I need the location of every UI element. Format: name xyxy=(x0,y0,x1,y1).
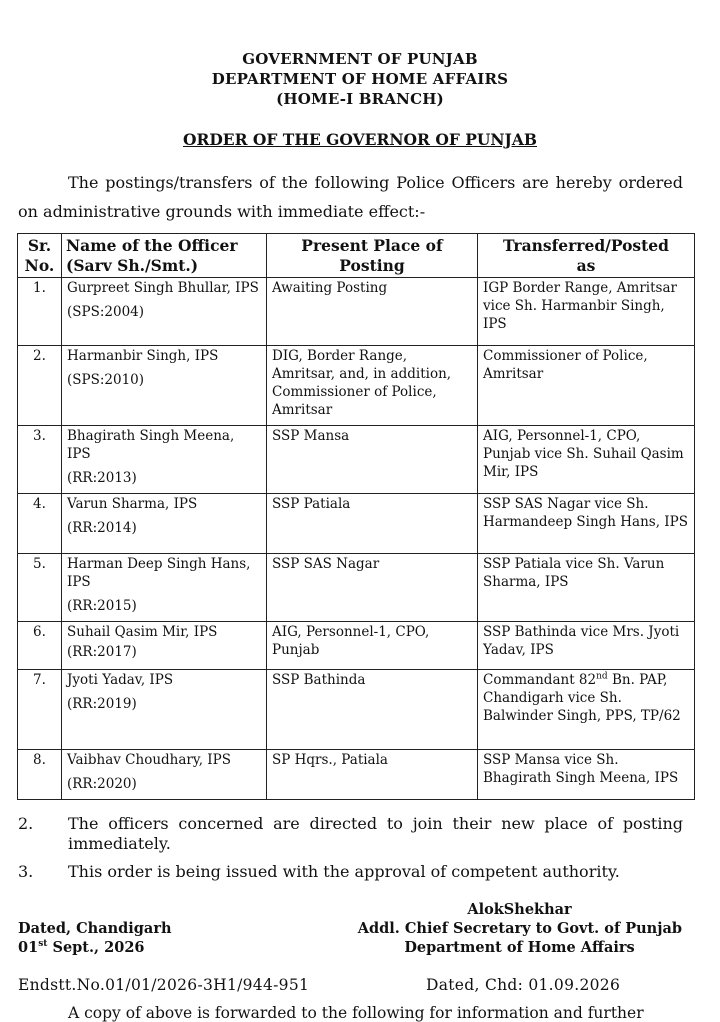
cell-sr: 5. xyxy=(18,554,62,622)
cell-sr: 8. xyxy=(18,750,62,800)
col-header-name xyxy=(62,234,267,278)
cell-present: SSP Patiala xyxy=(267,494,478,554)
cell-sr: 7. xyxy=(18,670,62,750)
cell-sr: 1. xyxy=(18,278,62,346)
endorsement-date: Dated, Chd: 01.09.2026 xyxy=(426,976,621,994)
table-row xyxy=(18,670,695,750)
col-header-transferred xyxy=(478,234,695,278)
officer-name: Harmanbir Singh, IPS xyxy=(67,348,219,364)
cell-present: SP Hqrs., Patiala xyxy=(267,750,478,800)
header-government: GOVERNMENT OF PUNJAB xyxy=(242,50,478,68)
table-row xyxy=(18,426,695,494)
signatory-designation: Addl. Chief Secretary to Govt. of Punjab xyxy=(357,920,682,937)
intro-paragraph: The postings/transfers of the following Police Officers are hereby ordered on administrative grounds with immediate effect:- xyxy=(18,173,683,221)
table-row xyxy=(18,494,695,554)
ordinal-suffix: nd xyxy=(596,671,608,682)
cell-name xyxy=(62,494,267,554)
date-rest: Sept., 2026 xyxy=(47,939,145,956)
paragraph-3-number: 3. xyxy=(18,862,34,881)
cell-name xyxy=(62,750,267,800)
table-row xyxy=(18,554,695,622)
paragraph-3 xyxy=(18,862,683,882)
cell-sr: 6. xyxy=(18,622,62,670)
officer-service: (RR:2013) xyxy=(67,470,137,486)
cell-present: SSP SAS Nagar xyxy=(267,554,478,622)
officer-name: Varun Sharma, IPS xyxy=(67,496,198,512)
officer-name: Suhail Qasim Mir, IPS xyxy=(67,624,218,640)
transferred-text-rest: Bn. PAP, Chandigarh vice Sh. Balwinder Singh, PPS, TP/62 xyxy=(483,672,681,724)
paragraph-2-text: The officers concerned are directed to join their new place of posting immediately. xyxy=(68,814,683,853)
cell-sr: 2. xyxy=(18,346,62,426)
cell-name xyxy=(62,622,267,670)
cell-present: Awaiting Posting xyxy=(267,278,478,346)
cell-name xyxy=(62,426,267,494)
col-header-sr xyxy=(18,234,62,278)
cell-name xyxy=(62,346,267,426)
officer-service: (SPS:2004) xyxy=(67,304,145,320)
cell-present: SSP Bathinda xyxy=(267,670,478,750)
date-ordinal-suffix: st xyxy=(38,939,48,950)
cell-transferred: SSP Bathinda vice Mrs. Jyoti Yadav, IPS xyxy=(478,622,695,670)
paragraph-2 xyxy=(18,814,683,854)
cell-present: AIG, Personnel-1, CPO, Punjab xyxy=(267,622,478,670)
officer-name: Bhagirath Singh Meena, IPS xyxy=(67,428,235,462)
cell-transferred: Commissioner of Police, Amritsar xyxy=(478,346,695,426)
officer-service: (RR:2020) xyxy=(67,776,137,792)
header-department: DEPARTMENT OF HOME AFFAIRS xyxy=(211,70,509,88)
cell-transferred xyxy=(478,670,695,750)
col-header-sr-line2: No. xyxy=(24,256,55,275)
dated-place: Dated, Chandigarh xyxy=(18,920,172,937)
officer-name: Harman Deep Singh Hans, IPS xyxy=(67,556,251,590)
signatory-department: Department of Home Affairs xyxy=(404,939,635,956)
officer-service: (SPS:2010) xyxy=(67,372,145,388)
postings-table xyxy=(17,233,695,800)
signatory-name: AlokShekhar xyxy=(467,901,572,918)
cell-name xyxy=(62,278,267,346)
col-header-sr-line1: Sr. xyxy=(27,236,52,255)
col-header-transferred-line1: Transferred/Posted xyxy=(503,236,669,255)
cell-name xyxy=(62,670,267,750)
col-header-transferred-line2: as xyxy=(576,256,596,275)
cell-transferred: AIG, Personnel-1, CPO, Punjab vice Sh. Suhail Qasim Mir, IPS xyxy=(478,426,695,494)
table-row xyxy=(18,278,695,346)
officer-service: (RR:2014) xyxy=(67,520,137,536)
cell-name xyxy=(62,554,267,622)
officer-service: (RR:2017) xyxy=(67,644,137,660)
col-header-present xyxy=(267,234,478,278)
officer-name: Gurpreet Singh Bhullar, IPS xyxy=(67,280,259,296)
cell-sr: 3. xyxy=(18,426,62,494)
col-header-present-line2: Posting xyxy=(339,256,405,275)
officer-name: Vaibhav Choudhary, IPS xyxy=(67,752,231,768)
officer-service: (RR:2015) xyxy=(67,598,137,614)
table-header-row xyxy=(18,234,695,278)
officer-name: Jyoti Yadav, IPS xyxy=(67,672,174,688)
endorsement-number: Endstt.No.01/01/2026-3H1/944-951 xyxy=(18,976,310,994)
cell-sr: 4. xyxy=(18,494,62,554)
copy-forward-line: A copy of above is forwarded to the following for information and further xyxy=(68,1004,644,1022)
col-header-present-line1: Present Place of xyxy=(301,236,443,255)
table-row xyxy=(18,622,695,670)
cell-transferred: SSP SAS Nagar vice Sh. Harmandeep Singh Hans, IPS xyxy=(478,494,695,554)
transferred-text: Commandant 82 xyxy=(483,672,597,688)
table-row xyxy=(18,750,695,800)
cell-transferred: SSP Patiala vice Sh. Varun Sharma, IPS xyxy=(478,554,695,622)
table-row xyxy=(18,346,695,426)
cell-transferred: SSP Mansa vice Sh. Bhagirath Singh Meena, IPS xyxy=(478,750,695,800)
header-branch: (HOME-I BRANCH) xyxy=(276,90,444,108)
order-title: ORDER OF THE GOVERNOR OF PUNJAB xyxy=(182,130,538,149)
col-header-name-line1: Name of the Officer xyxy=(66,236,238,255)
date-day: 01 xyxy=(18,939,39,956)
cell-present: SSP Mansa xyxy=(267,426,478,494)
col-header-name-line2: (Sarv Sh./Smt.) xyxy=(66,256,199,275)
dated-date xyxy=(18,938,145,957)
cell-present: DIG, Border Range, Amritsar, and, in addition, Commissioner of Police, Amritsar xyxy=(267,346,478,426)
paragraph-3-text: This order is being issued with the approval of competent authority. xyxy=(68,862,620,881)
cell-transferred: IGP Border Range, Amritsar vice Sh. Harmanbir Singh, IPS xyxy=(478,278,695,346)
paragraph-2-number: 2. xyxy=(18,814,34,833)
officer-service: (RR:2019) xyxy=(67,696,137,712)
